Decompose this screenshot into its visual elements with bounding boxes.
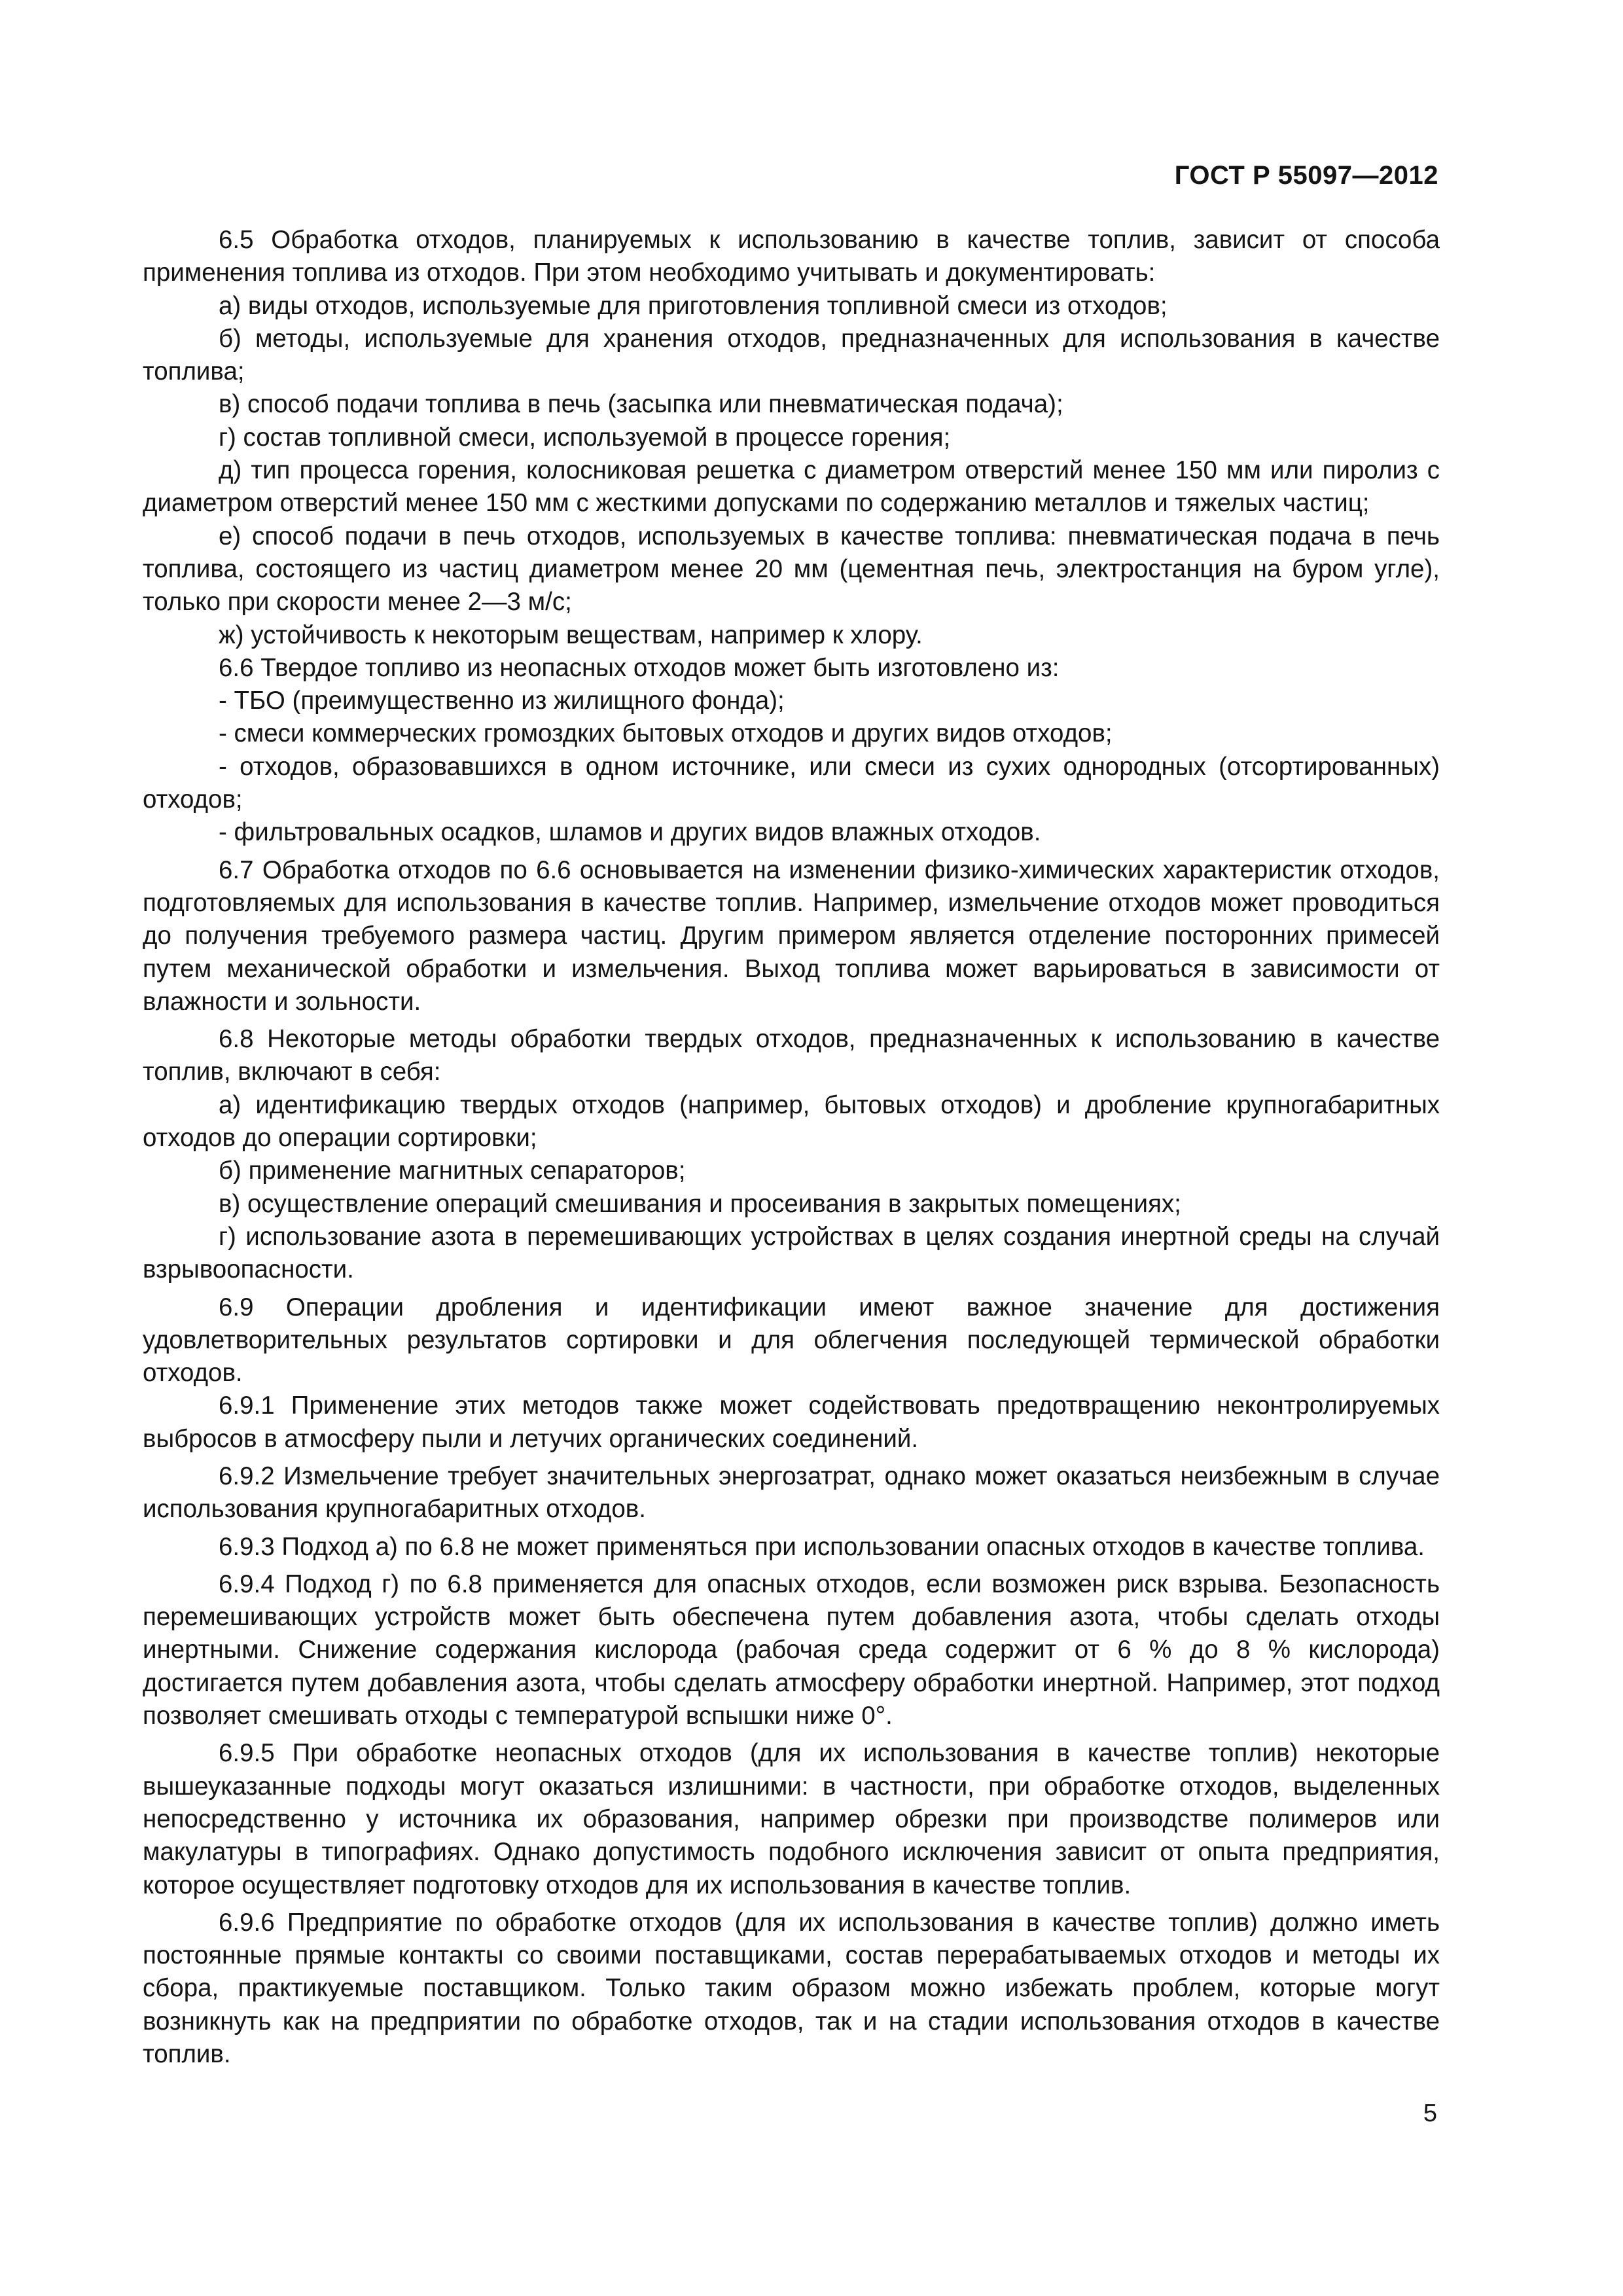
paragraph: г) использование азота в перемешивающих устройствах в целях создания инертной среды на случай взрывоопасности. [143,1222,1440,1284]
paragraph: а) виды отходов, используемые для приготовления топливной смеси из отходов; [219,291,1168,320]
paragraph: 6.9.6 Предприятие по обработке отходов (для их использования в качестве топлив) должно иметь постоянные прямые контакты со своими поставщиками, состав перерабатываемых отходов и методы их сбора, практикуемые поставщиком. Только таким образом можно избежать проблем, которые могут возникнуть как на предприятии по обработке отходов, так и на стадии использования отходов в качестве топлив. [143,1908,1440,2069]
paragraph: д) тип процесса горения, колосниковая решетка с диаметром отверстий менее 150 мм или пиролиз с диаметром отверстий менее 150 мм с жесткими допусками по содержанию металлов и тяжелых частиц; [143,456,1440,518]
paragraph: в) способ подачи топлива в печь (засыпка или пневматическая подача); [219,390,1063,419]
paragraph: 6.8 Некоторые методы обработки твердых отходов, предназначенных к использованию в качестве топлив, включают в себя: [143,1025,1440,1086]
paragraph: г) состав топливной смеси, используемой в процессе горения; [219,423,951,452]
list-item: - отходов, образовавшихся в одном источнике, или смеси из сухих однородных (отсортированных) отходов; [143,752,1440,814]
paragraph: ж) устойчивость к некоторым веществам, например к хлору. [219,620,923,649]
document-header: ГОСТ Р 55097—2012 [1174,161,1438,190]
paragraph: 6.7 Обработка отходов по 6.6 основывается на изменении физико-химических характеристик отходов, подготовляемых для использования в качестве топлив. Например, измельчение отходов может проводиться до получения требуемого размера частиц. Другим примером является отделение посторонних примесей путем механической обработки и измельчения. Выход топлива может варьироваться в зависимости от влажности и зольности. [143,855,1440,1016]
paragraph: в) осуществление операций смешивания и просеивания в закрытых помещениях; [219,1189,1181,1218]
paragraph: 6.9.4 Подход г) по 6.8 применяется для опасных отходов, если возможен риск взрыва. Безопасность перемешивающих устройств может быть обеспечена путем добавления азота, чтобы сделать отходы инертными. Снижение содержания кислорода (рабочая среда содержит от 6 % до 8 % кислорода) достигается путем добавления азота, чтобы сделать атмосферу обработки инертной. Например, этот подход позволяет смешивать отходы с температурой вспышки ниже 0°. [143,1570,1440,1731]
paragraph: 6.9 Операции дробления и идентификации имеют важное значение для достижения удовлетворительных результатов сортировки и для облегчения последующей термической обработки отходов. [143,1293,1440,1388]
paragraph: а) идентификацию твердых отходов (например, бытовых отходов) и дробление крупногабаритных отходов до операции сортировки; [143,1090,1440,1153]
list-item: - фильтровальных осадков, шламов и других видов влажных отходов. [219,818,1041,847]
paragraph: 6.5 Обработка отходов, планируемых к использованию в качестве топлив, зависит от способа применения топлива из отходов. При этом необходимо учитывать и документировать: [143,226,1440,287]
page-number: 5 [1423,2100,1437,2127]
document-body [143,224,1440,2071]
paragraph: 6.9.2 Измельчение требует значительных энергозатрат, однако может оказаться неизбежным в случае использования крупногабаритных отходов. [143,1462,1440,1524]
paragraph: е) способ подачи в печь отходов, используемых в качестве топлива: пневматическая подача в печь топлива, состоящего из частиц диаметром менее 20 мм (цементная печь, электростанция на буром угле), только при скорости менее 2—3 м/с; [143,522,1440,617]
paragraph: б) применение магнитных сепараторов; [219,1157,686,1185]
paragraph: 6.9.3 Подход а) по 6.8 не может применяться при использовании опасных отходов в качестве топлива. [219,1532,1425,1561]
paragraph: б) методы, используемые для хранения отходов, предназначенных для использования в качестве топлива; [143,324,1440,386]
paragraph: 6.9.5 При обработке неопасных отходов (для их использования в качестве топлив) некоторые вышеуказанные подходы могут оказаться излишними: в частности, при обработке отходов, выделенных непосредственно у источника их образования, например обрезки при производстве полимеров или макулатуры в типографиях. Однако допустимость подобного исключения зависит от опыта предприятия, которое осуществляет подготовку отходов для их использования в качестве топлив. [143,1739,1440,1899]
paragraph: 6.9.1 Применение этих методов также может содействовать предотвращению неконтролируемых выбросов в атмосферу пыли и летучих органических соединений. [143,1391,1440,1453]
list-item: - смеси коммерческих громоздких бытовых отходов и других видов отходов; [219,719,1113,748]
paragraph: 6.6 Твердое топливо из неопасных отходов может быть изготовлено из: [219,653,1060,682]
list-item: - ТБО (преимущественно из жилищного фонда); [219,687,785,715]
